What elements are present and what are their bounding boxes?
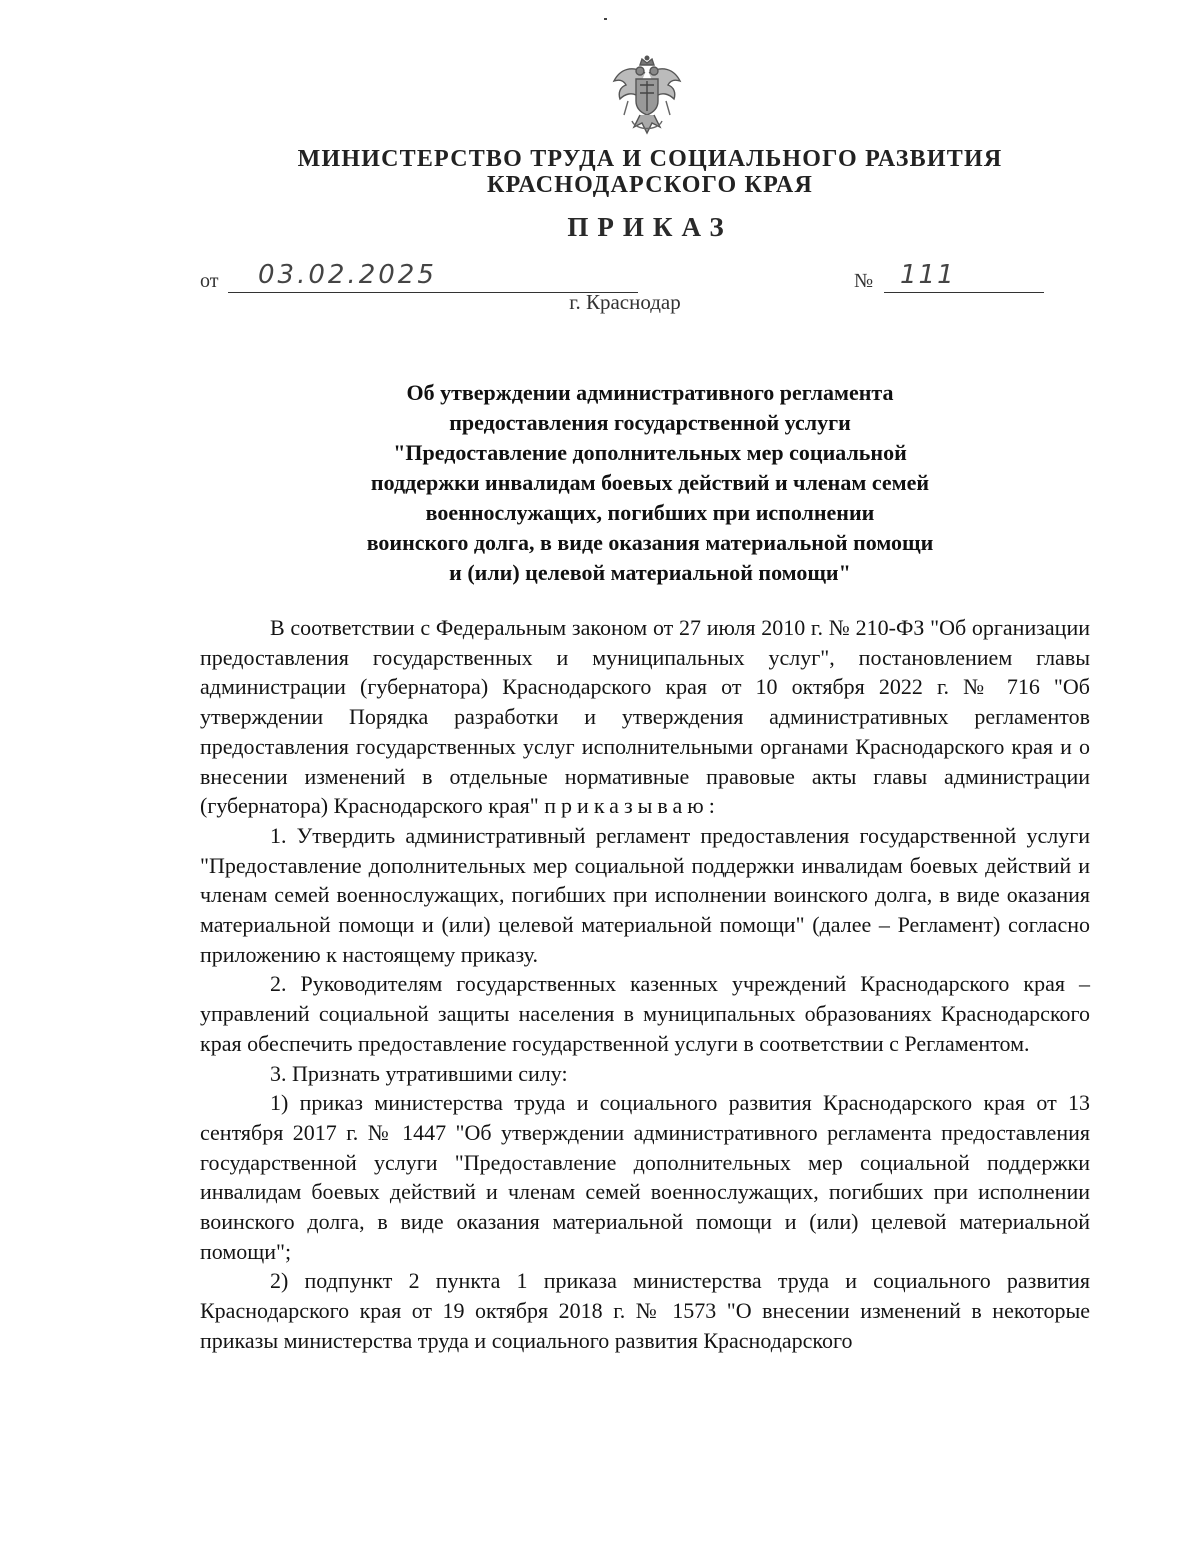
date-field	[228, 260, 638, 293]
heading-line: предоставления государственной услуги	[449, 410, 851, 435]
number-value-handwritten: 111	[900, 260, 956, 290]
item-paragraph: 1. Утвердить административный регламент предоставления государственной услуги "Предоставление дополнительных мер социальной поддержки инвалидам боевых действий и членам семей военнослужащих, погибших при исполнении воинского долга, в виде оказания материальной помощи и (или) целевой материальной помощи" (далее – Регламент) согласно приложению к настоящему приказу.	[200, 822, 1090, 967]
heading-line: Об утверждении административного регламента	[406, 380, 894, 405]
date-value-handwritten: 03.02.2025	[258, 260, 437, 290]
scan-speck	[604, 18, 607, 20]
prikazyvayu-word: приказываю:	[544, 793, 720, 819]
date-label: от	[200, 270, 219, 292]
heading-line: военнослужащих, погибших при исполнении	[425, 500, 875, 525]
coat-of-arms-emblem	[610, 55, 684, 139]
number-field	[884, 260, 1044, 293]
number-label: №	[854, 270, 874, 292]
item-paragraph: 2) подпункт 2 пункта 1 приказа министерства труда и социального развития Краснодарского края от 19 октября 2018 г. № 1573 "О внесении изменений в некоторые приказы министерства труда и социального развития Краснодарского	[200, 1268, 1090, 1353]
heading-line: и (или) целевой материальной помощи"	[449, 560, 851, 585]
item-paragraph: 2. Руководителям государственных казенных учреждений Краснодарского края – управлений социальной защиты населения в муниципальных образованиях Краснодарского края обеспечить предоставление государственной услуги в соответствии с Регламентом.	[200, 971, 1090, 1056]
document-body	[200, 613, 1090, 1356]
preamble-text: В соответствии с Федеральным законом от 27 июля 2010 г. № 210-ФЗ "Об организации предоставления государственных и муниципальных услуг", постановлением главы администрации (губернатора) Краснодарского края от 10 октября 2022 г. № 716 "Об утверждении Порядка разработки и утверждения административных регламентов предоставления государственных услуг исполнительными органами Краснодарского края и о внесении изменений в отдельные нормативные правовые акты главы администрации (губернатора) Краснодарского края"	[200, 615, 1090, 819]
document-heading	[0, 378, 1200, 588]
heading-line: воинского долга, в виде оказания материальной помощи	[366, 530, 934, 555]
item-paragraph: 3. Признать утратившими силу:	[270, 1060, 568, 1086]
ministry-name-line1: МИНИСТЕРСТВО ТРУДА И СОЦИАЛЬНОГО РАЗВИТИЯ	[297, 146, 1003, 172]
ministry-name-line2: КРАСНОДАРСКОГО КРАЯ	[487, 172, 813, 198]
city-name: г. Краснодар	[569, 290, 681, 314]
item-paragraph: 1) приказ министерства труда и социального развития Краснодарского края от 13 сентября 2017 г. № 1447 "Об утверждении административного регламента предоставления государственной услуги "Предоставление дополнительных мер социальной поддержки инвалидам боевых действий и членам семей военнослужащих, погибших при исполнении воинского долга, в виде оказания материальной помощи и (или) целевой материальной помощи";	[200, 1090, 1090, 1264]
document-type-title: ПРИКАЗ	[567, 212, 733, 242]
heading-line: поддержки инвалидам боевых действий и членам семей	[370, 470, 930, 495]
heading-line: "Предоставление дополнительных мер социальной	[393, 440, 907, 465]
preamble-paragraph	[200, 613, 1090, 821]
